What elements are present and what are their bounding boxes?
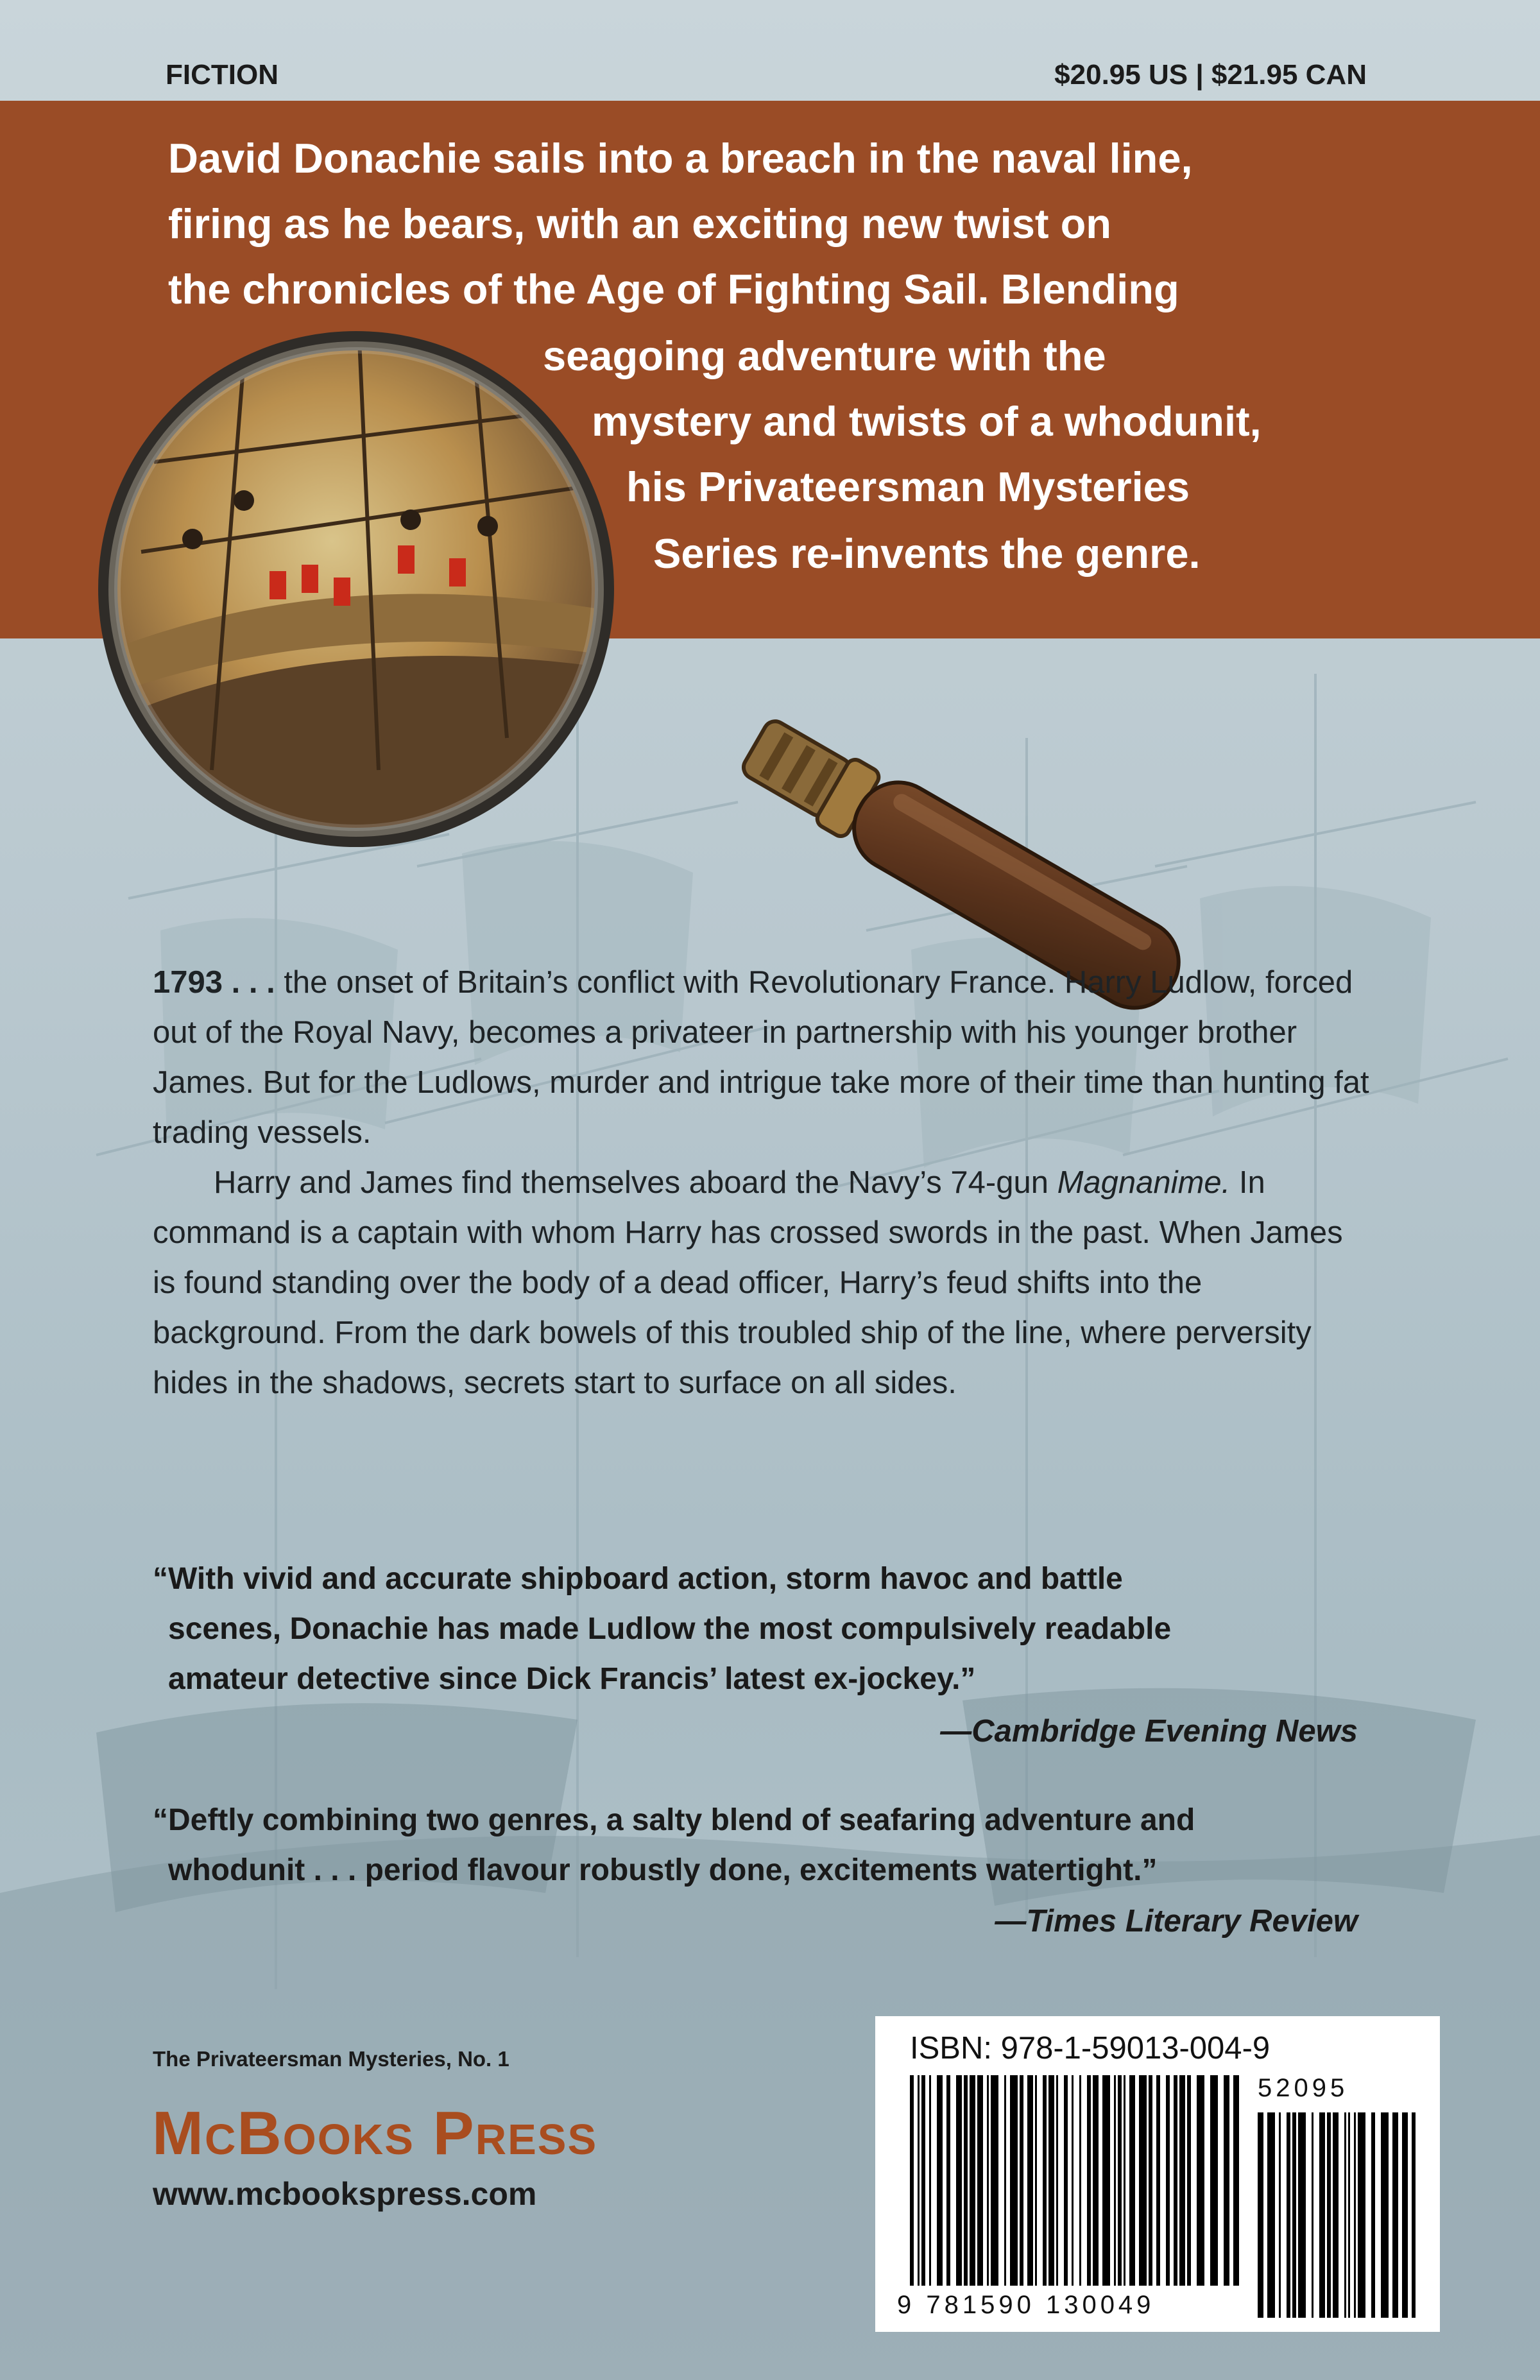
barcode-bar	[977, 2075, 983, 2286]
blurb-line: seagoing adventure with the	[543, 332, 1106, 379]
review-line: scenes, Donachie has made Ludlow the most compulsively readable	[168, 1612, 1172, 1646]
publisher-website: www.mcbookspress.com	[153, 2176, 537, 2212]
category-label: FICTION	[166, 59, 278, 90]
barcode-panel	[875, 2016, 1440, 2332]
synopsis-paragraph-2	[153, 1158, 1372, 1408]
barcode-bar	[1174, 2075, 1177, 2286]
barcode-bar	[946, 2075, 950, 2286]
synopsis-paragraph-1	[153, 957, 1372, 1158]
barcode-bar	[1348, 2112, 1350, 2318]
barcode-bar	[929, 2075, 931, 2286]
barcode-bar	[1166, 2075, 1170, 2286]
barcode-bar	[1344, 2112, 1346, 2318]
blurb-line: the chronicles of the Age of Fighting Sail. Blending	[168, 266, 1179, 312]
barcode-bar	[1118, 2075, 1122, 2286]
barcode-bar	[1124, 2075, 1125, 2286]
barcode-bar	[1267, 2112, 1275, 2318]
barcode-bar	[1102, 2075, 1110, 2286]
review-quote	[153, 1795, 1195, 1896]
barcode-bar	[1402, 2112, 1408, 2318]
barcode-bar	[1279, 2112, 1281, 2318]
barcode-bar	[910, 2075, 914, 2286]
barcode-bar	[1010, 2075, 1018, 2286]
isbn-label: ISBN: 978-1-59013-004-9	[910, 2031, 1270, 2066]
barcode-bar	[1298, 2112, 1306, 2318]
barcode-bar	[1210, 2075, 1218, 2286]
review-line: whodunit . . . period flavour robustly done, excitements watertight.”	[168, 1853, 1158, 1887]
barcode-bar	[1149, 2075, 1152, 2286]
barcode-bar	[1319, 2112, 1325, 2318]
barcode-bar	[970, 2075, 975, 2286]
barcode-bar	[937, 2075, 943, 2286]
barcode-bar	[1072, 2075, 1074, 2286]
barcode-bar	[1392, 2112, 1398, 2318]
barcode-bar	[1139, 2075, 1147, 2286]
review-quote	[153, 1554, 1171, 1704]
barcode-bar	[1020, 2075, 1023, 2286]
barcode-bar	[1371, 2112, 1375, 2318]
barcode-bar	[1258, 2112, 1263, 2318]
barcode-bar	[1027, 2075, 1033, 2286]
price-code: 52095	[1258, 2074, 1349, 2102]
barcode-bar	[1087, 2075, 1091, 2286]
barcode-bar	[1129, 2075, 1135, 2286]
barcode-bar	[1327, 2112, 1331, 2318]
barcode-bar	[1056, 2075, 1058, 2286]
barcode-bar	[1197, 2075, 1204, 2286]
review-line: “Deftly combining two genres, a salty blend of seafaring adventure and	[153, 1803, 1195, 1837]
barcode-bar	[921, 2075, 925, 2286]
barcode-bar	[1233, 2075, 1239, 2286]
barcode-bar	[1048, 2075, 1054, 2286]
blurb-line: David Donachie sails into a breach in the naval line,	[168, 135, 1193, 182]
barcode-bar	[918, 2075, 920, 2286]
blurb-line: firing as he bears, with an exciting new twist on	[168, 200, 1111, 247]
synopsis-text: In command is a captain with whom Harry has crossed swords in the past. When James is found standing over the body of a dead officer, Harry’s feud shifts into the background. From the dark bowels of this troubled ship of the line, where perversity hides in the shadows, secrets start to surface on all sides.	[153, 1165, 1343, 1400]
blurb-line: mystery and twists of a whodunit,	[592, 398, 1262, 445]
barcode-bar	[987, 2075, 989, 2286]
barcode-bar	[1079, 2075, 1081, 2286]
barcode-bar	[1358, 2112, 1365, 2318]
synopsis	[153, 957, 1372, 1408]
blurb-line: Series re-invents the genre.	[653, 530, 1201, 577]
barcode-bar	[1187, 2075, 1191, 2286]
review-line: amateur detective since Dick Francis’ latest ex-jockey.”	[168, 1662, 976, 1696]
barcode-bar	[1312, 2112, 1313, 2318]
barcode-bar	[1043, 2075, 1047, 2286]
publisher-logo: McBooks Press	[152, 2099, 598, 2168]
price-label: $20.95 US | $21.95 CAN	[1054, 59, 1367, 90]
barcode-bar	[1035, 2075, 1037, 2286]
barcode-bar	[1064, 2075, 1068, 2286]
ship-name: Magnanime.	[1057, 1165, 1231, 1200]
barcode-bar	[1224, 2075, 1229, 2286]
barcode-bar	[956, 2075, 962, 2286]
blurb-line: his Privateersman Mysteries	[626, 463, 1190, 510]
barcode-bar	[1287, 2112, 1290, 2318]
barcode-bar	[991, 2075, 998, 2286]
series-label: The Privateersman Mysteries, No. 1	[153, 2047, 509, 2071]
barcode-bars	[875, 2016, 1440, 2332]
barcode-bar	[1004, 2075, 1006, 2286]
ean-digits: 9 781590 130049	[897, 2291, 1155, 2319]
barcode-bar	[1179, 2075, 1185, 2286]
barcode-bar	[1093, 2075, 1099, 2286]
synopsis-text: the onset of Britain’s conflict with Revolutionary France. Harry Ludlow, forced out of the Royal Navy, becomes a privateer in partnership with his younger brother James. But for the Ludlows, murder and intrigue take more of their time than hunting fat trading vessels.	[153, 965, 1369, 1150]
review-source: —Cambridge Evening News	[940, 1714, 1358, 1749]
barcode-bar	[1156, 2075, 1160, 2286]
barcode-bar	[1381, 2112, 1389, 2318]
review-line: “With vivid and accurate shipboard action, storm havoc and battle	[153, 1562, 1123, 1596]
synopsis-year: 1793 . . .	[153, 965, 275, 1000]
barcode-bar	[1333, 2112, 1339, 2318]
barcode-bar	[1114, 2075, 1116, 2286]
barcode-bar	[1292, 2112, 1296, 2318]
barcode-bar	[964, 2075, 968, 2286]
review-source: —Times Literary Review	[995, 1904, 1358, 1939]
synopsis-text: Harry and James find themselves aboard the Navy’s 74-gun	[214, 1165, 1057, 1200]
barcode-bar	[1354, 2112, 1356, 2318]
barcode-bar	[1412, 2112, 1416, 2318]
